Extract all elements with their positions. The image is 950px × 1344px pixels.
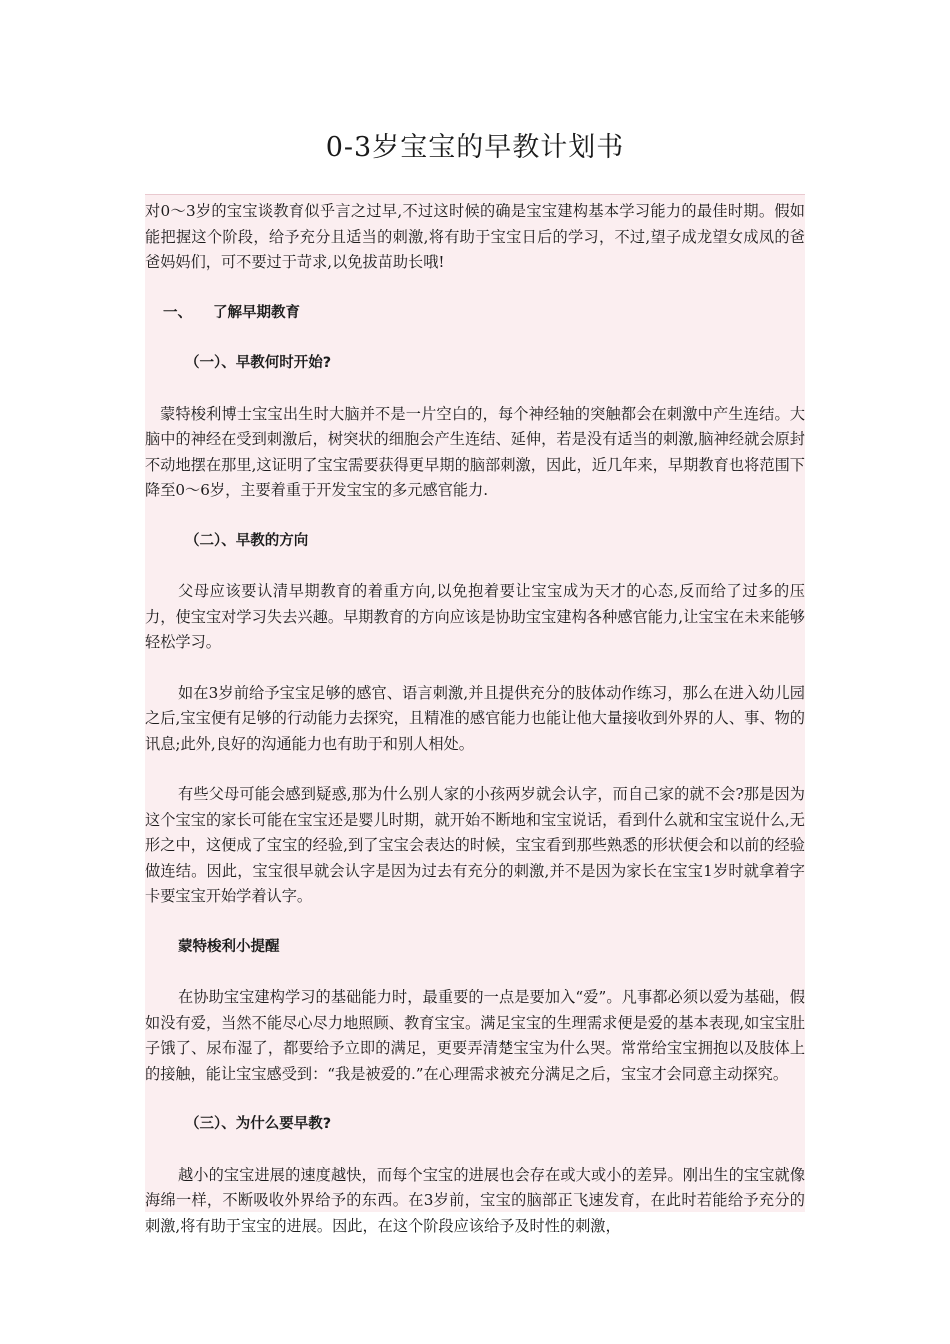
paragraph-why: 越小的宝宝进展的速度越快，而每个宝宝的进展也会存在或大或小的差异。刚出生的宝宝就像海绵一样，不断吸收外界给予的东西。在3岁前，宝宝的脑部正飞速发育，在此时若能给予充分的刺激,将有助于宝宝的进展。因此，在这个阶段应该给予及时性的刺激， [145,1165,805,1235]
intro-paragraph: 对0～3岁的宝宝谈教育似乎言之过早,不过这时候的确是宝宝建构基本学习能力的最佳时期。假如能把握这个阶段，给予充分且适当的刺激,将有助于宝宝日后的学习，不过,望子成龙望女成凤的爸爸妈妈们，可不要过于苛求,以免拔苗助长哦! [145,202,805,271]
tip-paragraph: 在协助宝宝建构学习的基础能力时，最重要的一点是要加入“爱”。凡事都必须以爱为基础，假如没有爱，当然不能尽心尽力地照顾、教育宝宝。满足宝宝的生理需求便是爱的基本表现,如宝宝肚子饿了、尿布湿了，都要给予立即的满足，更要弄清楚宝宝为什么哭。常常给宝宝拥抱以及肢体上的接触，能让宝宝感受到：“我是被爱的.”在心理需求被充分满足之后，宝宝才会同意主动探究。 [145,988,805,1083]
paragraph-direction-1: 父母应该要认清早期教育的着重方向,以免抱着要让宝宝成为天才的心态,反而给了过多的压力，使宝宝对学习失去兴趣。早期教育的方向应该是协助宝宝建构各种感官能力,让宝宝在未来能够轻松学习。 [145,582,805,651]
paragraph-direction-2: 如在3岁前给予宝宝足够的感官、语言刺激,并且提供充分的肢体动作练习，那么在进入幼儿园之后,宝宝便有足够的行动能力去探究，且精准的感官能力也能让他大量接收到外界的人、事、物的讯息;此外,良好的沟通能力也有助于和别人相处。 [145,683,805,753]
section-heading-text: 了解早期教育 [213,304,300,321]
page-title: 0-3岁宝宝的早教计划书 [325,132,625,163]
document-body [145,194,805,1235]
tip-heading: 蒙特梭利小提醒 [178,938,280,955]
subsection-heading-direction: （二）、早教的方向 [185,532,309,549]
subsection-heading-when: （一）、早教何时开始? [185,355,332,371]
paragraph-when: 蒙特梭利博士宝宝出生时大脑并不是一片空白的，每个神经轴的突触都会在刺激中产生连结。大脑中的神经在受到刺激后，树突状的细胞会产生连结、延伸，若是没有适当的刺激,脑神经就会原封不动地摆在那里,这证明了宝宝需要获得更早期的脑部刺激，因此，近几年来，早期教育也将范围下降至0～6岁，主要着重于开发宝宝的多元感官能力. [145,404,805,499]
subsection-heading-why: （三）、为什么要早教? [185,1116,332,1132]
section-heading [145,301,805,327]
section-number: 一、 [163,304,192,321]
paragraph-direction-3: 有些父母可能会感到疑惑,那为什么别人家的小孩两岁就会认字，而自己家的就不会?那是因为这个宝宝的家长可能在宝宝还是婴儿时期，就开始不断地和宝宝说话，看到什么就和宝宝说什么,无形之中，这便成了宝宝的经验,到了宝宝会表达的时候，宝宝看到那些熟悉的形状便会和以前的经验做连结。因此，宝宝很早就会认字是因为过去有充分的刺激,并不是因为家长在宝宝1岁时就拿着字卡要宝宝开始学着认字。 [145,785,805,905]
